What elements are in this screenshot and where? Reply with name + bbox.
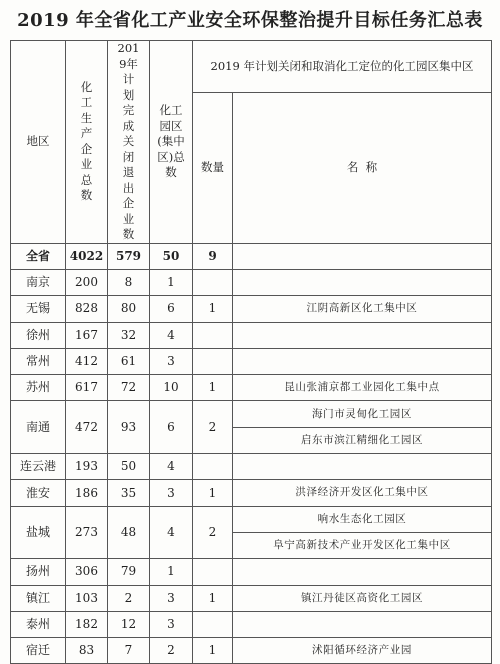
parks-cell: 50	[150, 243, 193, 269]
table-row	[11, 559, 492, 585]
park-name-cell	[233, 348, 492, 374]
park-name-cell	[233, 243, 492, 269]
park-name-cell	[233, 322, 492, 348]
closed-cell: 2	[108, 585, 150, 611]
closed-cell: 80	[108, 296, 150, 322]
region-cell: 南通	[11, 401, 66, 454]
table-row	[11, 375, 492, 401]
table-row	[11, 322, 492, 348]
park-name-cell: 沭阳循环经济产业园	[233, 638, 492, 664]
parks-cell: 3	[150, 480, 193, 506]
parks-cell: 3	[150, 585, 193, 611]
park-name-cell	[233, 559, 492, 585]
closed-cell: 579	[108, 243, 150, 269]
count-cell: 1	[193, 585, 233, 611]
table-row	[11, 506, 492, 532]
count-cell	[193, 322, 233, 348]
region-cell: 连云港	[11, 454, 66, 480]
total-cell: 828	[66, 296, 108, 322]
closed-cell: 8	[108, 270, 150, 296]
region-cell: 盐城	[11, 506, 66, 559]
parks-cell: 6	[150, 296, 193, 322]
table-row	[11, 243, 492, 269]
closed-cell: 50	[108, 454, 150, 480]
parks-cell: 2	[150, 638, 193, 664]
parks-cell: 4	[150, 506, 193, 559]
header-plan-group: 2019 年计划关闭和取消化工定位的化工园区集中区	[193, 41, 492, 93]
region-cell: 全省	[11, 243, 66, 269]
count-cell: 9	[193, 243, 233, 269]
park-name-cell	[233, 454, 492, 480]
header-park-total: 化工园区(集中区)总数	[150, 41, 193, 244]
header-count: 数量	[193, 92, 233, 243]
total-cell: 182	[66, 611, 108, 637]
page-title: 2019 年全省化工产业安全环保整治提升目标任务汇总表	[17, 10, 483, 31]
parks-cell: 4	[150, 322, 193, 348]
count-cell: 1	[193, 296, 233, 322]
total-cell: 83	[66, 638, 108, 664]
count-cell: 1	[193, 638, 233, 664]
total-cell: 273	[66, 506, 108, 559]
total-cell: 200	[66, 270, 108, 296]
total-cell: 193	[66, 454, 108, 480]
header-closed-2019: 2019年计划完成关闭退出企业数	[108, 41, 150, 244]
parks-cell: 10	[150, 375, 193, 401]
header-region: 地区	[11, 41, 66, 244]
parks-cell: 3	[150, 611, 193, 637]
count-cell	[193, 270, 233, 296]
total-cell: 186	[66, 480, 108, 506]
region-cell: 扬州	[11, 559, 66, 585]
closed-cell: 79	[108, 559, 150, 585]
region-cell: 镇江	[11, 585, 66, 611]
table-row	[11, 611, 492, 637]
count-cell: 1	[193, 480, 233, 506]
park-name-cell: 江阴高新区化工集中区	[233, 296, 492, 322]
closed-cell: 72	[108, 375, 150, 401]
total-cell: 167	[66, 322, 108, 348]
region-cell: 常州	[11, 348, 66, 374]
count-cell	[193, 559, 233, 585]
parks-cell: 4	[150, 454, 193, 480]
table-row	[11, 585, 492, 611]
table-row	[11, 401, 492, 427]
total-cell: 103	[66, 585, 108, 611]
header-total-enterprises: 化工生产企业总数	[66, 41, 108, 244]
parks-cell: 1	[150, 270, 193, 296]
count-cell	[193, 348, 233, 374]
park-name-cell: 响水生态化工园区	[233, 506, 492, 532]
park-name-cell: 启东市滨江精细化工园区	[233, 427, 492, 453]
park-name-cell: 洪泽经济开发区化工集中区	[233, 480, 492, 506]
park-name-cell: 阜宁高新技术产业开发区化工集中区	[233, 532, 492, 558]
region-cell: 徐州	[11, 322, 66, 348]
summary-table	[10, 40, 492, 664]
closed-cell: 12	[108, 611, 150, 637]
park-name-cell: 镇江丹徒区高资化工园区	[233, 585, 492, 611]
region-cell: 泰州	[11, 611, 66, 637]
region-cell: 苏州	[11, 375, 66, 401]
region-cell: 宿迁	[11, 638, 66, 664]
table-row	[11, 270, 492, 296]
park-name-cell: 昆山张浦京都工业园化工集中点	[233, 375, 492, 401]
parks-cell: 3	[150, 348, 193, 374]
total-cell: 412	[66, 348, 108, 374]
region-cell: 淮安	[11, 480, 66, 506]
total-cell: 4022	[66, 243, 108, 269]
closed-cell: 7	[108, 638, 150, 664]
header-name: 名 称	[233, 92, 492, 243]
region-cell: 南京	[11, 270, 66, 296]
count-cell: 2	[193, 401, 233, 454]
closed-cell: 48	[108, 506, 150, 559]
region-cell: 无锡	[11, 296, 66, 322]
table-row	[11, 638, 492, 664]
park-name-cell	[233, 270, 492, 296]
count-cell: 1	[193, 375, 233, 401]
parks-cell: 1	[150, 559, 193, 585]
closed-cell: 32	[108, 322, 150, 348]
park-name-cell	[233, 611, 492, 637]
table-body	[11, 243, 492, 664]
count-cell: 2	[193, 506, 233, 559]
table-row	[11, 348, 492, 374]
count-cell	[193, 454, 233, 480]
total-cell: 472	[66, 401, 108, 454]
park-name-cell: 海门市灵甸化工园区	[233, 401, 492, 427]
table-row	[11, 296, 492, 322]
total-cell: 617	[66, 375, 108, 401]
parks-cell: 6	[150, 401, 193, 454]
closed-cell: 35	[108, 480, 150, 506]
table-row	[11, 480, 492, 506]
table-row	[11, 454, 492, 480]
total-cell: 306	[66, 559, 108, 585]
closed-cell: 93	[108, 401, 150, 454]
count-cell	[193, 611, 233, 637]
closed-cell: 61	[108, 348, 150, 374]
